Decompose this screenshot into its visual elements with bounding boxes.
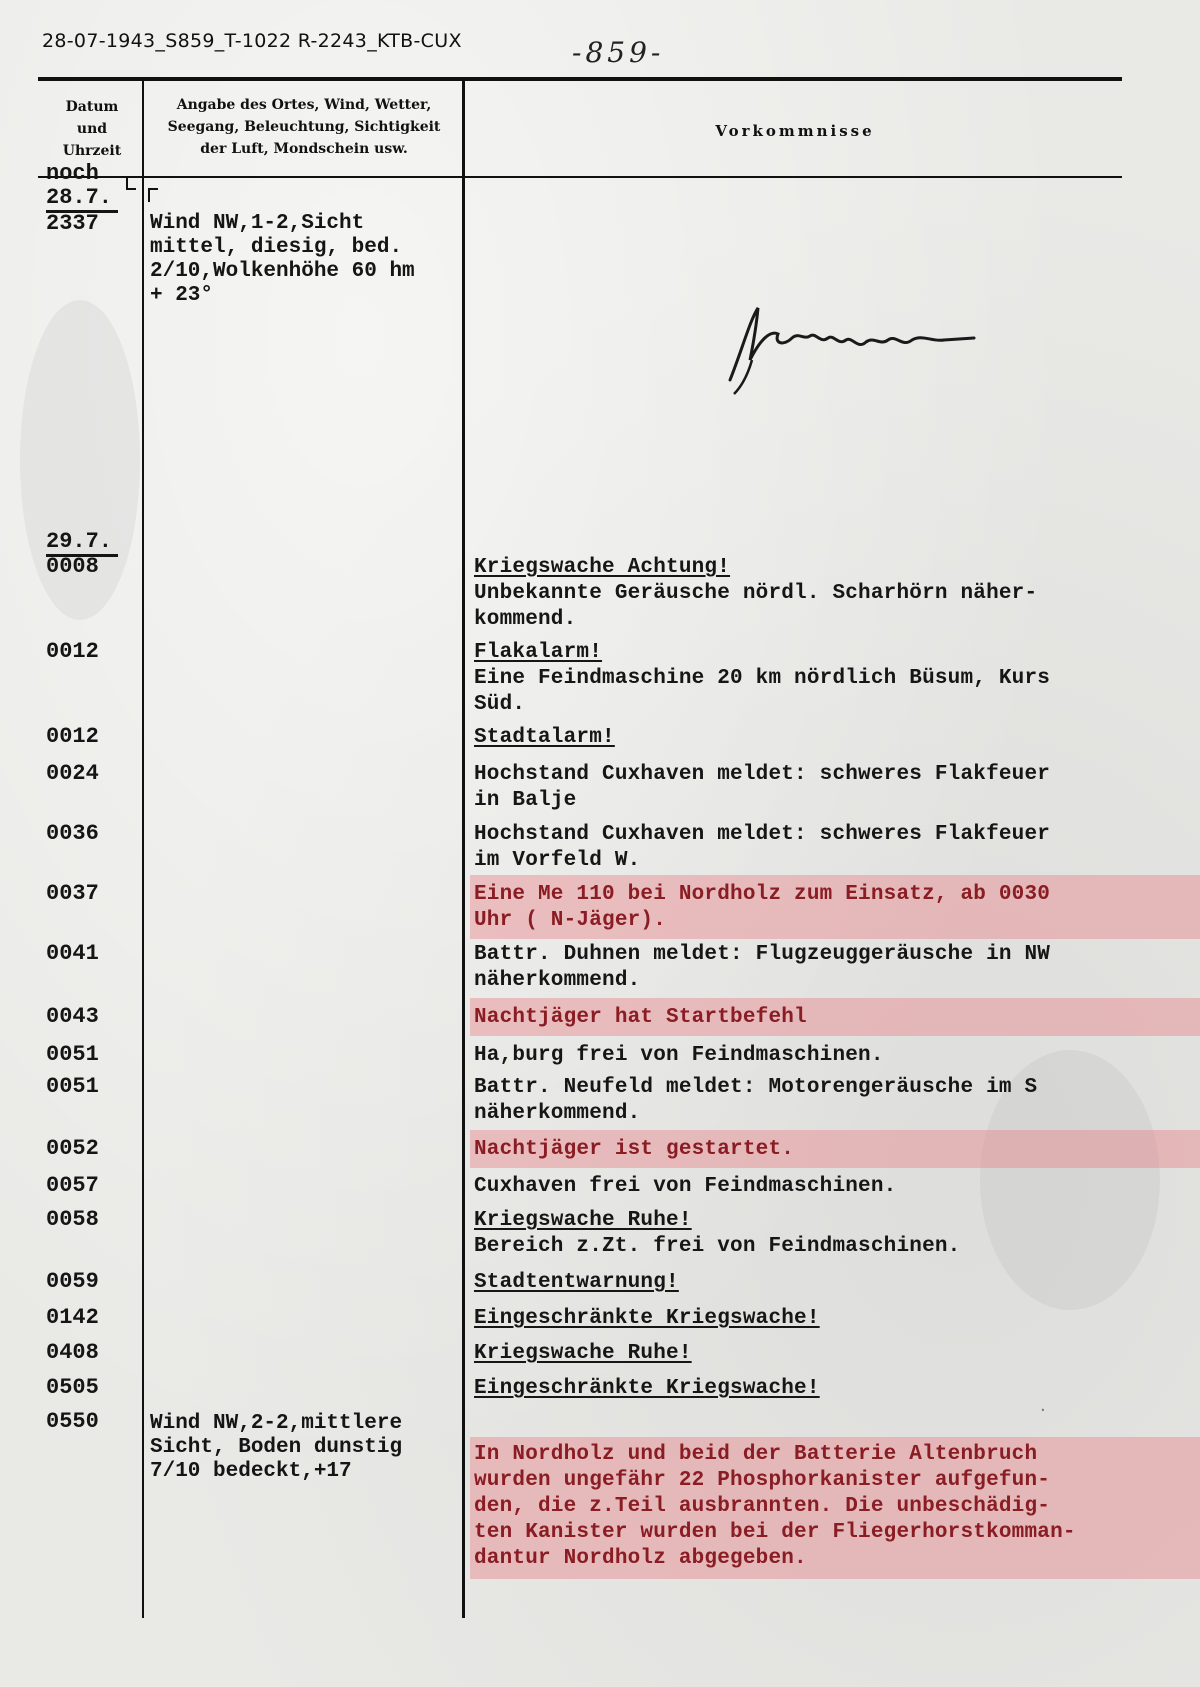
entry-line: Nachtjäger hat Startbefehl	[474, 1006, 807, 1029]
entry-line: Unbekannte Geräusche nördl. Scharhörn näher-	[474, 582, 1038, 605]
entry-time: 0008	[46, 554, 99, 579]
entry-text	[474, 1442, 1076, 1572]
entry-time: 0550	[46, 1409, 99, 1434]
entry-text	[474, 762, 1050, 814]
entry-line: kommend.	[474, 608, 577, 631]
entry-text	[474, 1043, 884, 1069]
bracket-mark	[126, 188, 136, 190]
entry-line: im Vorfeld W.	[474, 849, 641, 872]
entry-line: In Nordholz und beid der Batterie Altenbruch	[474, 1443, 1038, 1466]
entry-time: 0058	[46, 1207, 99, 1232]
entry-line: Flakalarm!	[474, 641, 603, 664]
entry-time: 0051	[46, 1042, 99, 1067]
entry-time: 0505	[46, 1375, 99, 1400]
entry-line: Hochstand Cuxhaven meldet: schweres Flakfeuer	[474, 823, 1051, 846]
entry-time: 0059	[46, 1269, 99, 1294]
place-header-line: der Luft, Mondschein usw.	[200, 141, 408, 157]
events-column-header: Vorkommnisse	[715, 122, 875, 140]
entry-text	[474, 1341, 692, 1367]
entry-line: Battr. Neufeld meldet: Motorengeräusche im S	[474, 1076, 1038, 1099]
entry-line: Kriegswache Ruhe!	[474, 1342, 692, 1365]
entry-time: 0041	[46, 941, 99, 966]
entry-text	[474, 1270, 679, 1296]
weather-report-0550: Wind NW,2-2,mittlere Sicht, Boden dunstig 7/10 bedeckt,+17	[150, 1412, 403, 1483]
entry-line: ten Kanister wurden bei der Fliegerhorstkomman-	[474, 1521, 1076, 1544]
entry-line: Eingeschränkte Kriegswache!	[474, 1307, 820, 1330]
entry-line: Stadtentwarnung!	[474, 1271, 679, 1294]
date-header-line: Uhrzeit	[62, 143, 122, 159]
entry-time: 0051	[46, 1074, 99, 1099]
entry-line: Battr. Duhnen meldet: Flugzeuggeräusche in NW	[474, 943, 1051, 966]
continuation-label: noch	[46, 161, 99, 186]
date-28-7: 28.7.	[46, 186, 118, 213]
entry-line: in Balje	[474, 789, 577, 812]
place-header-line: Angabe des Ortes, Wind, Wetter,	[176, 97, 432, 113]
date-29-7: 29.7.	[46, 530, 118, 557]
entry-line: näherkommend.	[474, 1102, 641, 1125]
entry-line: Eine Me 110 bei Nordholz zum Einsatz, ab 0030	[474, 883, 1051, 906]
entry-line: Nachtjäger ist gestartet.	[474, 1138, 795, 1161]
entry-time: 0052	[46, 1136, 99, 1161]
entry-line: Stadtalarm!	[474, 726, 615, 749]
weather-report-2337: Wind NW,1-2,Sicht mittel, diesig, bed. 2/10,Wolkenhöhe 60 hm + 23°	[150, 212, 415, 307]
entry-time: 0012	[46, 724, 99, 749]
time-2337: 2337	[46, 211, 99, 236]
entry-time: 0043	[46, 1004, 99, 1029]
column-divider-2	[462, 78, 465, 1618]
entry-text	[474, 942, 1050, 994]
entry-line: dantur Nordholz abgegeben.	[474, 1547, 807, 1570]
handwritten-signature	[712, 290, 992, 400]
entry-text	[474, 555, 1037, 633]
entry-line: Süd.	[474, 693, 526, 716]
date-column-header	[52, 96, 132, 162]
column-divider-1	[142, 78, 144, 1618]
entry-text	[474, 725, 615, 751]
entry-text	[474, 822, 1050, 874]
entry-time: 0037	[46, 881, 99, 906]
date-header-line: Datum	[65, 99, 119, 115]
entry-line: Hochstand Cuxhaven meldet: schweres Flakfeuer	[474, 763, 1051, 786]
entry-line: näherkommend.	[474, 969, 641, 992]
entry-time: 0408	[46, 1340, 99, 1365]
folio-number: -859-	[572, 36, 665, 69]
place-header-line: Seegang, Beleuchtung, Sichtigkeit	[167, 119, 441, 135]
entry-time: 0142	[46, 1305, 99, 1330]
entry-text	[474, 1137, 794, 1163]
entry-time: 0024	[46, 761, 99, 786]
entry-line: Kriegswache Ruhe!	[474, 1209, 692, 1232]
entry-text	[474, 882, 1050, 934]
date-header-line: und	[76, 121, 108, 137]
entry-text	[474, 1208, 960, 1260]
entry-line: den, die z.Teil ausbrannten. Die unbeschädig-	[474, 1495, 1051, 1518]
bracket-mark	[148, 188, 150, 202]
entry-text	[474, 1174, 896, 1200]
place-column-header	[150, 94, 458, 160]
bracket-mark	[148, 188, 158, 190]
entry-line: Eine Feindmaschine 20 km nördlich Büsum, Kurs	[474, 667, 1051, 690]
entry-line: Bereich z.Zt. frei von Feindmaschinen.	[474, 1235, 961, 1258]
entry-text	[474, 1376, 820, 1402]
entry-line: Cuxhaven frei von Feindmaschinen.	[474, 1175, 897, 1198]
top-rule	[38, 77, 1122, 81]
entry-line: wurden ungefähr 22 Phosphorkanister aufgefun-	[474, 1469, 1051, 1492]
header-rule	[38, 176, 1122, 178]
entry-line: Ha,burg frei von Feindmaschinen.	[474, 1044, 884, 1067]
entry-text	[474, 640, 1050, 718]
document-reference: 28-07-1943_S859_T-1022 R-2243_KTB-CUX	[42, 30, 462, 52]
entry-text	[474, 1306, 820, 1332]
entry-time: 0057	[46, 1173, 99, 1198]
entry-line: Uhr ( N-Jäger).	[474, 909, 667, 932]
bracket-mark	[126, 176, 128, 188]
entry-time: 0012	[46, 639, 99, 664]
entry-line: Eingeschränkte Kriegswache!	[474, 1377, 820, 1400]
entry-time: 0036	[46, 821, 99, 846]
entry-text	[474, 1005, 807, 1031]
faded-margin-mark: ·	[1040, 1400, 1046, 1421]
entry-text	[474, 1075, 1037, 1127]
entry-line: Kriegswache Achtung!	[474, 556, 731, 579]
